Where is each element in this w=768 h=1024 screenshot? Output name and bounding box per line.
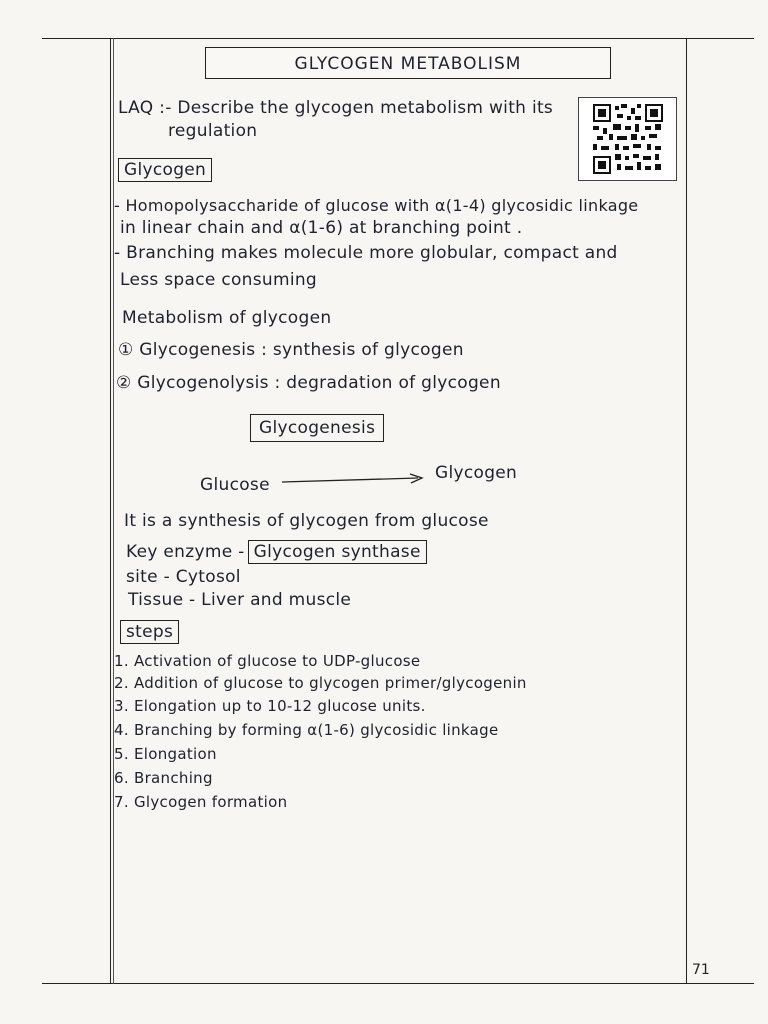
page-title: GLYCOGEN METABOLISM [294, 54, 522, 74]
steps-heading-label: steps [120, 620, 179, 644]
tissue-line: Tissue - Liver and muscle [128, 590, 352, 610]
reaction-to: Glycogen [435, 463, 518, 483]
glycogen-line-1: - Homopolysaccharide of glucose with α(1-4) glycosidic linkage [114, 196, 639, 215]
step-item: 7. Glycogen formation [114, 793, 288, 811]
metabolism-item-1: ① Glycogenesis : synthesis of glycogen [118, 340, 464, 360]
key-enzyme-row [126, 542, 427, 562]
left-margin-line-inner [113, 38, 114, 984]
glycogen-heading [118, 160, 212, 180]
question-line-2: regulation [168, 121, 258, 141]
qr-code-icon [593, 104, 663, 174]
step-item: 4. Branching by forming α(1-6) glycosidic linkage [114, 721, 499, 739]
glycogen-line-2: in linear chain and α(1-6) at branching point . [120, 218, 523, 238]
step-item: 1. Activation of glucose to UDP-glucose [114, 652, 421, 670]
qr-code [578, 97, 677, 181]
reaction-from: Glucose [200, 475, 270, 495]
glycogen-heading-label: Glycogen [118, 158, 212, 182]
title-box [205, 47, 611, 79]
glycogen-line-3: - Branching makes molecule more globular, compact and [114, 243, 618, 263]
step-item: 3. Elongation up to 10-12 glucose units. [114, 697, 426, 715]
key-enzyme-value: Glycogen synthase [248, 540, 427, 564]
left-margin-line [110, 38, 111, 984]
glycogenesis-heading [250, 418, 384, 438]
glycogen-line-4: Less space consuming [120, 270, 318, 290]
step-item: 2. Addition of glucose to glycogen primer/glycogenin [114, 674, 527, 692]
metabolism-item-2: ② Glycogenolysis : degradation of glycogen [116, 373, 501, 393]
step-item: 6. Branching [114, 769, 213, 787]
glycogenesis-heading-label: Glycogenesis [250, 414, 384, 442]
top-rule [42, 38, 754, 39]
page-number: 71 [692, 962, 710, 978]
right-margin-line [686, 38, 687, 984]
glycogenesis-definition: It is a synthesis of glycogen from glucose [124, 511, 489, 531]
question-line-1: LAQ :- Describe the glycogen metabolism with its [118, 98, 554, 118]
metabolism-heading: Metabolism of glycogen [122, 308, 332, 328]
step-item: 5. Elongation [114, 745, 217, 763]
key-enzyme-label: Key enzyme - [126, 542, 245, 562]
steps-heading [120, 622, 179, 642]
site-line: site - Cytosol [126, 567, 241, 587]
reaction-arrow-icon [282, 473, 424, 487]
bottom-rule [42, 983, 754, 984]
